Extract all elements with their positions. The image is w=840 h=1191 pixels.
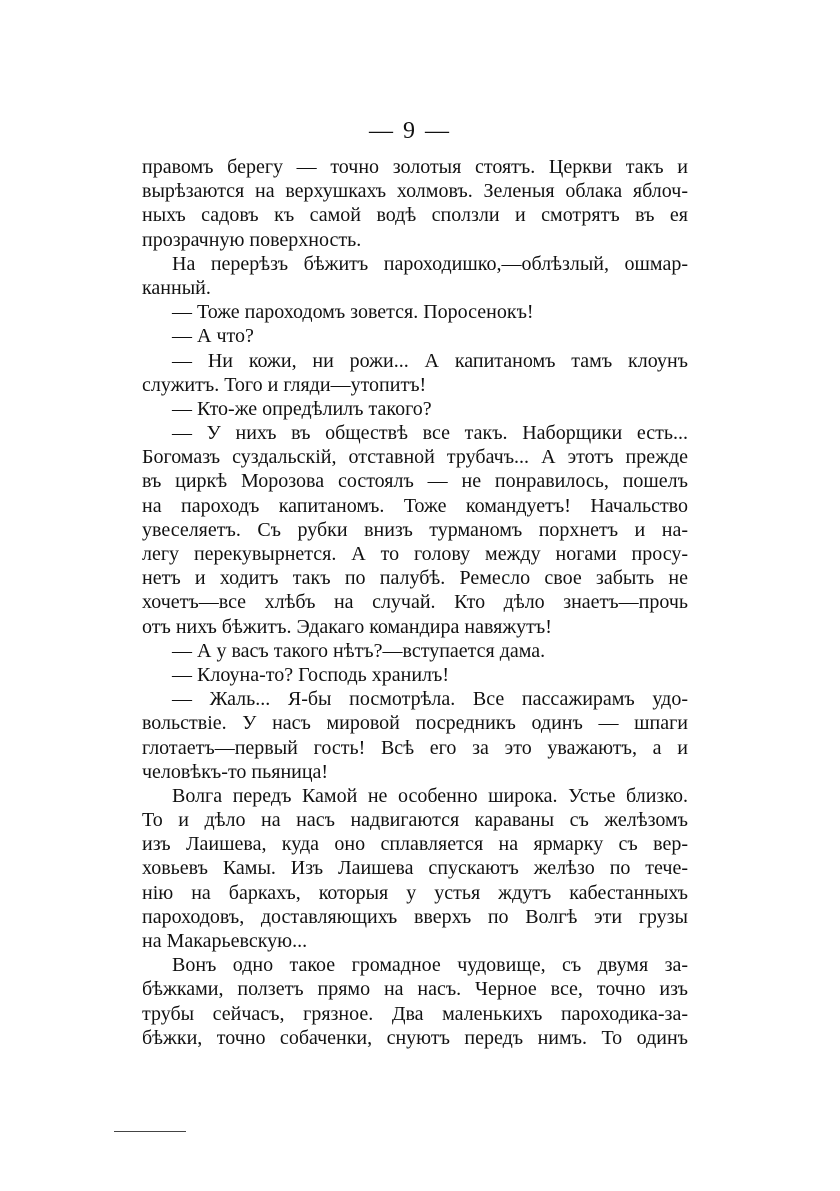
text-line: Богомазъ суздальскій, отставной трубачъ... А этотъ прежде: [142, 446, 688, 469]
text-line: легу перекувырнется. А то голову между ногами просу-: [142, 543, 688, 565]
text-line: бѣжки, точно собаченки, снуютъ передъ нимъ. То одинъ: [142, 1026, 688, 1049]
page-number: — 9 —: [369, 118, 451, 144]
text-line: — Кто-же опредѣлилъ такого?: [172, 397, 432, 420]
text-line: — Ни кожи, ни рожи... А капитаномъ тамъ клоунъ: [172, 349, 688, 372]
text-line: бѣжками, ползетъ прямо на насъ. Черное все, точно изъ: [142, 978, 688, 1001]
text-line: на Макарьевскую...: [142, 930, 308, 952]
text-line: — Жаль... Я-бы посмотрѣла. Все пассажирамъ удо-: [172, 688, 688, 711]
text-line: отъ нихъ бѣжитъ. Эдакаго командира навяжутъ!: [142, 615, 552, 638]
text-line: правомъ берегу — точно золотыя стоятъ. Церкви такъ и: [142, 156, 688, 178]
text-line: — У нихъ въ обществѣ все такъ. Наборщики есть...: [172, 422, 688, 445]
text-line: ныхъ садовъ къ самой водѣ сползли и смотрятъ въ ея: [142, 204, 688, 227]
text-line: прозрачную поверхность.: [142, 228, 362, 251]
text-line: въ циркѣ Морозова состоялъ — не понравилось, пошелъ: [142, 470, 688, 493]
text-line: вольствіе. У насъ мировой посредникъ одинъ — шпаги: [142, 712, 688, 735]
text-line: на пароходъ капитаномъ. Тоже командуетъ! Начальство: [142, 494, 688, 517]
footnote-rule: [114, 1131, 186, 1132]
text-line: Волга передъ Камой не особенно широка. Устье близко.: [172, 784, 688, 807]
text-line: нію на баркахъ, которыя у устья ждутъ кабестанныхъ: [142, 881, 688, 904]
text-line: служитъ. Того и гляди—утопитъ!: [142, 373, 427, 396]
text-line: — А у васъ такого нѣтъ?—вступается дама.: [172, 639, 546, 662]
text-line: ховьевъ Камы. Изъ Лаишева спускаютъ желѣзо по тече-: [142, 857, 688, 880]
text-line: увеселяетъ. Съ рубки внизъ турманомъ порхнетъ и на-: [142, 518, 688, 541]
text-line: То и дѣло на насъ надвигаются караваны съ желѣзомъ: [142, 809, 688, 832]
text-line: человѣкъ-то пьяница!: [142, 760, 329, 783]
text-line: — Тоже пароходомъ зовется. Поросенокъ!: [172, 301, 534, 324]
text-line: хочетъ—все хлѣбъ на случай. Кто дѣло знаетъ—прочь: [142, 591, 688, 614]
text-line: — А что?: [172, 325, 254, 348]
text-line: На перерѣзъ бѣжитъ пароходишко,—облѣзлый, ошмар-: [172, 252, 688, 275]
text-line: глотаетъ—первый гость! Всѣ его за это уважаютъ, а и: [142, 736, 688, 759]
text-line: изъ Лаишева, куда оно сплавляется на ярмарку съ вер-: [142, 833, 688, 856]
text-line: нетъ и ходитъ такъ по палубѣ. Ремесло свое забыть не: [142, 567, 688, 590]
text-line: Вонъ одно такое громадное чудовище, съ двумя за-: [172, 954, 688, 977]
text-body: [142, 155, 688, 1050]
text-line: вырѣзаются на верхушкахъ холмовъ. Зеленыя облака яблоч-: [142, 180, 688, 203]
text-line: пароходовъ, доставляющихъ вверхъ по Волгѣ эти грузы: [142, 905, 688, 928]
text-line: трубы сейчасъ, грязное. Два маленькихъ пароходика-за-: [142, 1002, 688, 1025]
text-line: — Клоуна-то? Господь хранилъ!: [172, 663, 450, 686]
text-line: канный.: [142, 276, 211, 299]
